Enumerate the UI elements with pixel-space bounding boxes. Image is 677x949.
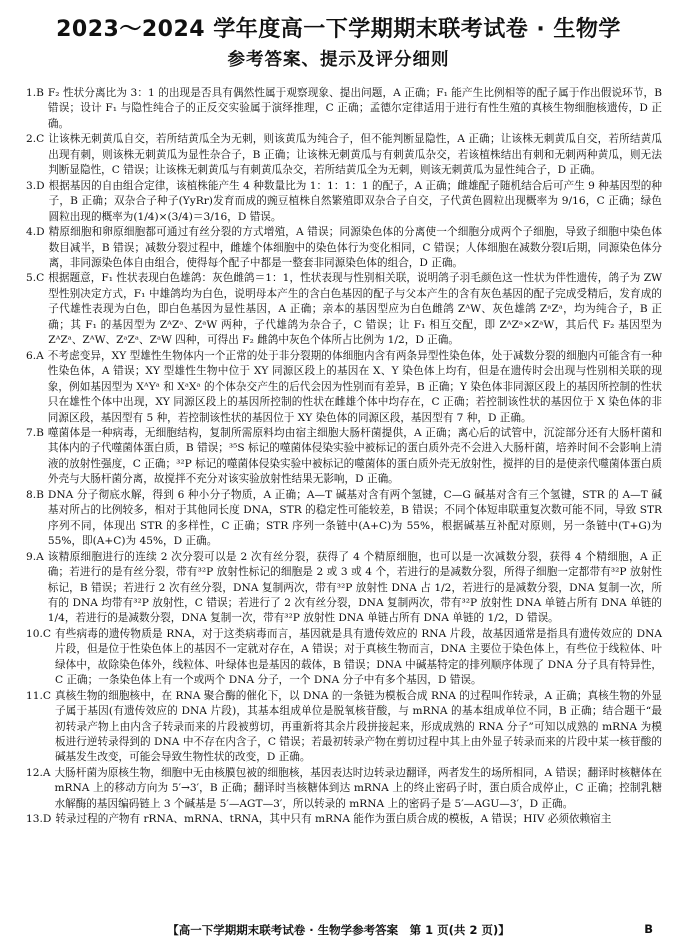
answer-explanation: 大肠杆菌为原核生物，细胞中无由核膜包被的细胞核，基因表达时边转录边翻译，两者发生的场所相同，A 错误；翻译时核糖体在 mRNA 上的移动方向为 5′→3′，B 正确；翻译时当核糖体到达 mRNA 上的终止密码子时，蛋白质合成停止，C 正确；控制乳糖水解酶的基因编码链上 3 个碱基是 5′—AGT—3′，所以转录的 mRNA 上的密码子是 5′—AGU—3′，D 正确。 (54, 766, 662, 810)
answer-number (26, 689, 55, 766)
answer-explanation: F₂ 性状分离比为 3：1 的出现是否具有偶然性属于观察现象、提出问题，A 正确；F₁ 能产生比例相等的配子属于作出假说环节，B 错误；设计 F₁ 与隐性纯合子的正反交实验属于演绎推理，C 正确；孟德尔定律适用于进行有性生殖的真核生物细胞核遗传，D 正确。 (47, 87, 662, 130)
answer-item (26, 550, 662, 627)
answer-item (26, 689, 662, 766)
question-number: 11. (26, 689, 43, 702)
answer-choice: D (36, 226, 45, 239)
answer-explanation: 该精原细胞进行的连续 2 次分裂可以是 2 次有丝分裂，获得了 4 个精原细胞，也可以是一次减数分裂，获得 4 个精细胞，A 正确；若进行的是有丝分裂，带有³²P 放射性标记的细胞是 2 或 3 或 4 个，若进行的是减数分裂，所得子细胞一定都带有³²P 放射性标记，B 错误；若进行 2 次有丝分裂，DNA 复制两次，带有³²P 放射性 DNA 占 1/2，若进行的是减数分裂，DNA 复制一次，所有的 DNA 均带有³²P 放射性，C 错误；若进行了 2 次有丝分裂，DNA 复制两次，带有³²P 放射性 DNA 单链占所有 DNA 单链的 1/4，若进行的是减数分裂，DNA 复制一次，带有³²P 放射性 DNA 单链占所有 DNA 单链的 1/2，D 错误。 (47, 550, 662, 625)
question-number: 2. (26, 133, 37, 146)
question-number: 3. (26, 179, 37, 192)
answer-number (26, 627, 55, 689)
answer-explanation: 让该株无刺黄瓜自交，若所结黄瓜全为无刺，则该黄瓜为纯合子，但不能判断显隐性，A 正确；让该株无刺黄瓜自交，若所结黄瓜出现有刺，则该株无刺黄瓜为显性杂合子，B 正确；让该株无刺黄瓜与有刺黄瓜杂交，若该植株结出有刺和无刺两种黄瓜，则无法判断显隐性，C 错误；让该株无刺黄瓜与有刺黄瓜杂交，若所结黄瓜全为无刺，则该无刺黄瓜为显性纯合子，D 正确。 (48, 133, 662, 177)
answer-choice: A (36, 550, 44, 563)
answer-item (26, 766, 662, 812)
answer-number (26, 179, 49, 225)
answer-explanation: 根据题意，F₁ 性状表现白色雄鸽：灰色雌鸽＝1：1，性状表现与性别相关联，说明鸽子羽毛颜色这一性状为伴性遗传，鸽子为 ZW 型性别决定方式，F₁ 中雄鸽均为白色，说明母本产生的含白色基因的配子与父本产生的含有灰色基因的配子完成受精后，发育成的子代雄性表现为白色，即白色基因为显性基因，A 正确；亲本的基因型应为白色雌鸽 ZᴬW、灰色雄鸽 ZᵃZᵃ，均为纯合子，B 正确；其 F₁ 的基因型为 ZᴬZᵃ、ZᵃW 两种，子代雄鸽为杂合子，C 错误；让 F₁ 相互交配，即 ZᴬZᵃ×ZᵃW，其后代 F₂ 基因型为 ZᴬZᵃ、ZᴬW、ZᵃZᵃ、ZᵃW 四种，可得出 F₂ 雌鸽中灰色个体所占比例为 1/2，D 正确。 (48, 272, 662, 347)
answer-item (26, 812, 662, 827)
answer-explanation: 有些病毒的遗传物质是 RNA，对于这类病毒而言，基因就是具有遗传效应的 RNA 片段，故基因通常是指具有遗传效应的 DNA 片段，但是位于性染色体上的基因不一定就对存在，A 错误；对于真核生物而言，DNA 主要位于染色体上，有些位于线粒体、叶绿体中，故除染色体外，线粒体、叶绿体也是基因的载体，B 错误；DNA 中碱基特定的排列顺序体现了 DNA 分子具有特异性，C 正确；一条染色体上有一个或两个 DNA 分子，一个 DNA 分子中有多个基因，D 错误。 (54, 627, 662, 687)
answer-choice: A (36, 349, 44, 362)
answer-item (26, 179, 662, 225)
paper-version-code: B (644, 922, 653, 936)
question-number: 13. (26, 813, 43, 826)
question-number: 9. (26, 550, 37, 563)
answer-number (26, 225, 49, 271)
answer-explanation: 精原细胞和卵原细胞都可通过有丝分裂的方式增殖，A 错误；同源染色体的分离使一个细胞分成两个子细胞，导致子细胞中染色体数目减半，B 错误；减数分裂过程中，雌雄个体细胞中的染色体行为变化相同，C 错误；人体细胞在减数分裂Ⅰ后期，同源染色体分离，非同源染色体自由组合，使得每个配子中都是一整套非同源染色体的组合，D 正确。 (48, 226, 662, 269)
answer-explanation: 根据基因的自由组合定律，该植株能产生 4 种数量比为 1：1：1：1 的配子，A 正确；雌雄配子随机结合后可产生 9 种基因型的种子，B 正确；双杂合子种子(YyRr)发育而成的豌豆植株自然繁殖即双杂合子自交，子代黄色圆粒出现概率为 9/16，C 正确；绿色圆粒出现的概率为(1/4)×(3/4)＝3/16，D 错误。 (48, 179, 662, 223)
answer-choice: C (36, 133, 45, 146)
answer-choice: C (42, 627, 51, 640)
question-number: 5. (26, 272, 37, 285)
question-number: 4. (26, 226, 37, 239)
answer-choice: C (42, 689, 51, 702)
answer-item (26, 349, 662, 426)
question-number: 12. (26, 766, 43, 779)
question-number: 7. (26, 426, 37, 439)
answer-item (26, 86, 662, 132)
question-number: 6. (26, 349, 37, 362)
answer-number (26, 132, 48, 178)
answer-choice: C (36, 272, 45, 285)
answer-choice: B (36, 87, 44, 99)
answer-number (26, 812, 55, 827)
answer-number (26, 550, 48, 627)
page-footer: 【高一下学期期末联考试卷 · 生物学参考答案 第 1 页(共 2 页)】 (167, 923, 510, 937)
answer-item (26, 488, 662, 550)
answer-explanation: 噬菌体是一种病毒，无细胞结构，复制所需原料均由宿主细胞大肠杆菌提供，A 正确；离心后的试管中，沉淀部分还有大肠杆菌和其体内的子代噬菌体蛋白质，B 错误；³⁵S 标记的噬菌体侵染实验中被标记的蛋白质外壳不会进入大肠杆菌，培养时间不会影响上清液的放射性强度，C 正确；³²P 标记的噬菌体侵染实验中被标记的噬菌体的蛋白质外壳无放射性，搅拌的目的是使亲代噬菌体蛋白质外壳与大肠杆菌分离，故搅拌不充分对该实验放射性结果无影响，D 正确。 (47, 426, 662, 486)
answer-item (26, 426, 662, 488)
answer-choice: A (42, 766, 51, 779)
answer-choice: B (36, 426, 44, 439)
answer-choice: B (36, 488, 44, 501)
answer-item (26, 225, 662, 271)
answer-number (26, 488, 48, 550)
answer-item (26, 627, 662, 689)
answer-choice: D (36, 179, 45, 192)
answer-list (26, 86, 662, 828)
question-number: 1. (26, 87, 37, 99)
answer-choice: D (42, 813, 52, 826)
question-number: 10. (26, 627, 43, 640)
answer-number (26, 271, 48, 348)
answer-explanation: 真核生物的细胞核中，在 RNA 聚合酶的催化下，以 DNA 的一条链为模板合成 RNA 的过程叫作转录，A 正确；真核生物的外显子属于基因(有遗传效应的 DNA 片段)，其基本组成单位是脱氧核苷酸，与 mRNA 的基本组成单位不同，B 正确；结合题干“最初转录产物上由内含子转录而来的片段被剪切，再重新将其余片段拼接起来，形成成熟的 RNA 分子”可知以成熟的 mRNA 为模板进行逆转录得到的 DNA 中不存在内含子，C 错误；若最初转录产物在剪切过程中其上由外显子转录而来的片段中某一核苷酸的碱基发生改变，可能会导致生物性状的改变，D 正确。 (54, 689, 662, 764)
answer-explanation: 不考虑变异，XY 型雄性生物体内一个正常的处于非分裂期的体细胞内含有两条异型性染色体，处于减数分裂的细胞内可能含有一种性染色体，A 错误；XY 型雄性生物中位于 XY 同源区段上的基因在 X、Y 染色体上均有，但是在遗传时会出现与性别相关联的现象，例如基因型为 XᴬYᵃ 和 XᵃXᵃ 的个体杂交产生的后代会因为性别而有差异，B 正确；Y 染色体非同源区段上的基因所控制的性状只在雄性个体中出现，XY 同源区段上的基因所控制的性状在雌雄个体中均存在，C 正确；若控制该性状的基因位于 X 染色体的非同源区段，基因型有 5 种，若控制该性状的基因位于 XY 染色体的同源区段，基因型有 7 种，D 正确。 (47, 349, 662, 424)
answer-explanation: 转录过程的产物有 rRNA、mRNA、tRNA，其中只有 mRNA 能作为蛋白质合成的模板，A 错误；HIV 必须依赖宿主 (55, 813, 612, 826)
answer-number (26, 766, 55, 812)
answer-number (26, 86, 48, 132)
document-title: 2023～2024 学年度高一下学期期末联考试卷 · 生物学 (56, 17, 621, 42)
answer-item (26, 132, 662, 178)
answer-number (26, 426, 48, 488)
answer-explanation: DNA 分子彻底水解，得到 6 种小分子物质，A 正确；A—T 碱基对含有两个氢键，C—G 碱基对含有三个氢键，STR 的 A—T 碱基对所占的比例较多，相对于其他同长度 DNA，STR 的稳定性可能较差，B 错误；不同个体短串联重复次数可能不同，导致 STR 序列不同，体现出 STR 的多样性，C 正确；STR 序列一条链中(A+C)为 55%，根据碱基互补配对原则，另一条链中(T+G)为 55%，即(A+C)为 45%，D 正确。 (47, 488, 662, 548)
document-subtitle: 参考答案、提示及评分细则 (227, 50, 450, 70)
question-number: 8. (26, 488, 37, 501)
answer-item (26, 271, 662, 348)
answer-number (26, 349, 48, 426)
